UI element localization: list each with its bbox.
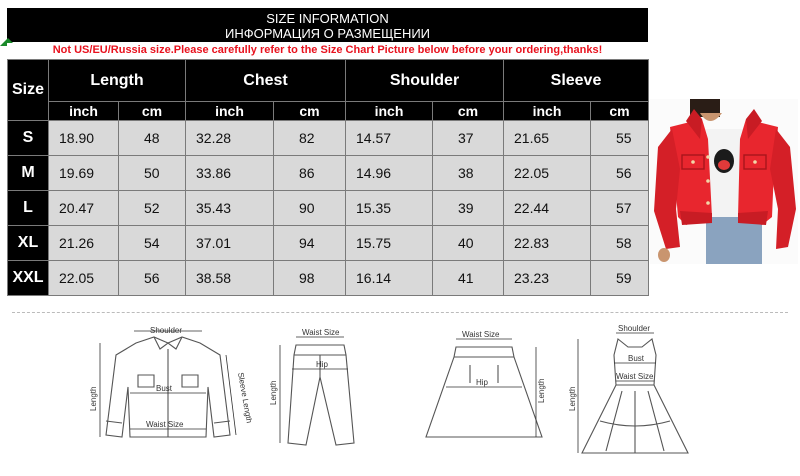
table-cell: 14.57: [346, 121, 433, 156]
table-cell: 40: [433, 226, 504, 261]
size-notice: Not US/EU/Russia size.Please carefully refer to the Size Chart Picture below before your ordering,thanks!: [7, 43, 648, 57]
skirt-waist-label: Waist Size: [462, 330, 500, 339]
table-cell: 15.35: [346, 191, 433, 226]
table-cell: 21.65: [504, 121, 591, 156]
unit-header: cm: [119, 102, 186, 121]
size-label: XL: [8, 226, 49, 261]
table-cell: 37.01: [186, 226, 274, 261]
table-cell: 32.28: [186, 121, 274, 156]
table-cell: 35.43: [186, 191, 274, 226]
table-row: [8, 261, 649, 296]
table-cell: 59: [591, 261, 649, 296]
size-label: L: [8, 191, 49, 226]
table-cell: 37: [433, 121, 504, 156]
table-cell: 48: [119, 121, 186, 156]
shirt-waist-label: Waist Size: [146, 420, 184, 429]
pants-diagram: [262, 325, 372, 455]
table-cell: 18.90: [49, 121, 119, 156]
skirt-hip-label: Hip: [476, 378, 489, 387]
table-cell: 90: [274, 191, 346, 226]
table-cell: 19.69: [49, 156, 119, 191]
size-label: XXL: [8, 261, 49, 296]
table-cell: 33.86: [186, 156, 274, 191]
title-english: SIZE INFORMATION: [266, 11, 389, 26]
pants-waist-label: Waist Size: [302, 328, 340, 337]
table-cell: 23.23: [504, 261, 591, 296]
table-cell: 22.83: [504, 226, 591, 261]
group-header-shoulder: Shoulder: [346, 60, 504, 102]
shirt-diagram: [88, 325, 254, 455]
table-cell: 22.44: [504, 191, 591, 226]
dress-length-label: Length: [568, 386, 577, 411]
unit-header: cm: [274, 102, 346, 121]
shirt-bust-label: Bust: [156, 384, 173, 393]
table-cell: 21.26: [49, 226, 119, 261]
table-cell: 86: [274, 156, 346, 191]
table-cell: 57: [591, 191, 649, 226]
pants-length-label: Length: [269, 380, 278, 405]
shirt-sleeve-label: Sleeve Length: [236, 371, 254, 424]
unit-header: cm: [591, 102, 649, 121]
title-russian: ИНФОРМАЦИЯ О РАЗМЕЩЕНИИ: [224, 26, 431, 41]
unit-header: inch: [346, 102, 433, 121]
dress-diagram: [570, 325, 700, 465]
product-photo: [650, 99, 798, 264]
table-cell: 14.96: [346, 156, 433, 191]
red-jacket-image: [650, 99, 798, 264]
size-label: M: [8, 156, 49, 191]
group-header-chest: Chest: [186, 60, 346, 102]
table-cell: 20.47: [49, 191, 119, 226]
unit-header: inch: [49, 102, 119, 121]
table-cell: 52: [119, 191, 186, 226]
shirt-length-label: Length: [89, 386, 98, 411]
section-divider: [12, 312, 788, 313]
shirt-shoulder-label: Shoulder: [150, 326, 183, 335]
skirt-diagram: [418, 325, 548, 455]
table-row: [8, 121, 649, 156]
table-cell: 58: [591, 226, 649, 261]
table-cell: 41: [433, 261, 504, 296]
table-cell: 15.75: [346, 226, 433, 261]
pants-hip-label: Hip: [316, 360, 329, 369]
table-row: [8, 226, 649, 261]
table-cell: 22.05: [49, 261, 119, 296]
size-column-header: Size: [8, 60, 49, 121]
group-header-sleeve: Sleeve: [504, 60, 649, 102]
table-row: [8, 156, 649, 191]
table-cell: 55: [591, 121, 649, 156]
table-cell: 22.05: [504, 156, 591, 191]
table-cell: 16.14: [346, 261, 433, 296]
size-info-header: [7, 8, 648, 42]
table-cell: 56: [591, 156, 649, 191]
group-header-length: Length: [49, 60, 186, 102]
unit-header: cm: [433, 102, 504, 121]
size-label: S: [8, 121, 49, 156]
dress-bust-label: Bust: [628, 354, 645, 363]
table-cell: 39: [433, 191, 504, 226]
dress-shoulder-label: Shoulder: [618, 324, 651, 333]
table-cell: 56: [119, 261, 186, 296]
unit-header: inch: [186, 102, 274, 121]
table-row: [8, 191, 649, 226]
table-cell: 82: [274, 121, 346, 156]
table-cell: 38: [433, 156, 504, 191]
table-cell: 38.58: [186, 261, 274, 296]
table-cell: 94: [274, 226, 346, 261]
table-cell: 54: [119, 226, 186, 261]
size-table: [7, 59, 649, 296]
table-cell: 50: [119, 156, 186, 191]
table-cell: 98: [274, 261, 346, 296]
unit-header: inch: [504, 102, 591, 121]
skirt-length-label: Length: [537, 378, 546, 403]
dress-waist-label: Waist Size: [616, 372, 654, 381]
